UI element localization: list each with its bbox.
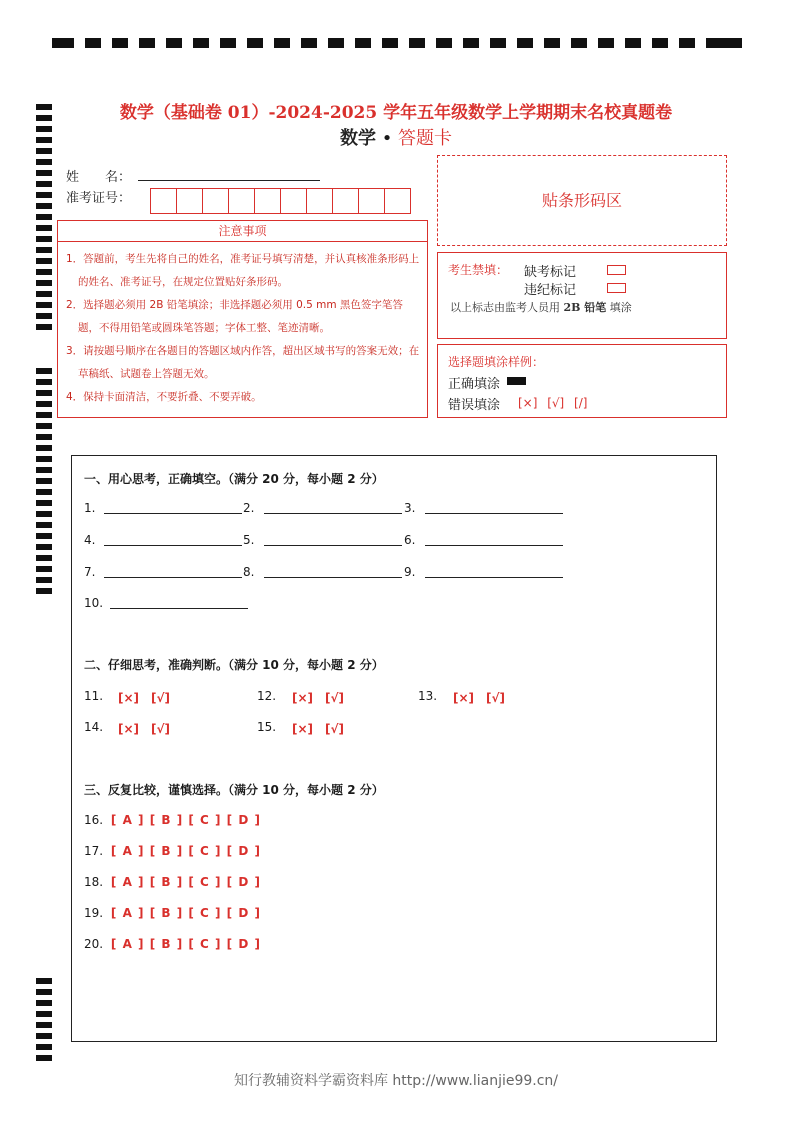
correct-fill-sample	[507, 377, 526, 385]
choice-options[interactable]: [ A ] [ B ] [ C ] [ D ]	[110, 813, 261, 827]
q-label: 19.	[84, 906, 104, 920]
violation-mark-label: 违纪标记	[524, 283, 577, 298]
exam-id-label: 准考证号：	[66, 191, 132, 206]
answer-blank-10[interactable]	[110, 608, 248, 609]
name-label: 姓 名：	[66, 170, 132, 185]
barcode-area	[437, 155, 727, 246]
answer-blank-2[interactable]	[264, 513, 402, 514]
correct-fill-label: 正确填涂	[448, 377, 501, 392]
choice-row-18	[84, 875, 261, 889]
choice-row-19	[84, 906, 261, 920]
exam-id-digit-box[interactable]	[150, 188, 177, 214]
top-timing-marks	[52, 38, 744, 50]
wrong-fill-samples: [×] [√] [/]	[518, 396, 588, 410]
answer-blank-6[interactable]	[425, 545, 563, 546]
judge-options-12[interactable]: [×] [√]	[292, 691, 344, 705]
q-label: 7.	[84, 565, 96, 579]
q-label: 9.	[404, 565, 416, 579]
barcode-label: 贴条形码区	[541, 191, 622, 210]
section-3-title: 三、反复比较，谨慎选择。（满分 10 分，每小题 2 分）	[84, 783, 384, 797]
choice-row-20	[84, 937, 261, 951]
notice-item: 2．选择题必须用 2B 铅笔填涂；非选择题必须用 0.5 mm 黑色签字笔答题，不得用铅笔或圆珠笔答题；字体工整、笔迹清晰。	[66, 299, 403, 334]
section-2-title: 二、仔细思考，准确判断。（满分 10 分，每小题 2 分）	[84, 658, 384, 672]
exam-id-digit-box[interactable]	[280, 188, 307, 214]
exam-id-digit-box[interactable]	[384, 188, 411, 214]
notice-item: 3．请按题号顺序在各题目的答题区域内作答，超出区域书写的答案无效；在草稿纸、试题卷上答题无效。	[66, 345, 420, 380]
notice-item: 1．答题前，考生先将自己的姓名，准考证号填写清楚，并认真核准条形码上的姓名、准考证号，在规定位置贴好条形码。	[66, 253, 420, 288]
q-label: 17.	[84, 844, 104, 858]
section-1-title: 一、用心思考，正确填空。（满分 20 分，每小题 2 分）	[84, 472, 384, 486]
q-label: 4.	[84, 533, 96, 547]
q-label: 11.	[84, 689, 104, 703]
answer-blank-3[interactable]	[425, 513, 563, 514]
notice-heading: 注意事项	[58, 221, 427, 242]
answer-blank-7[interactable]	[104, 577, 242, 578]
q-label: 2.	[243, 501, 255, 515]
q-label: 12.	[257, 689, 277, 703]
q-label: 6.	[404, 533, 416, 547]
choice-options[interactable]: [ A ] [ B ] [ C ] [ D ]	[110, 875, 261, 889]
exam-id-digit-box[interactable]	[176, 188, 203, 214]
choice-row-16	[84, 813, 261, 827]
q-label: 13.	[418, 689, 438, 703]
notice-item: 4．保持卡面清洁，不要折叠、不要弄破。	[66, 391, 262, 403]
exam-id-digit-box[interactable]	[202, 188, 229, 214]
q-label: 10.	[84, 596, 104, 610]
subtitle-subject: 数学	[339, 128, 376, 149]
q-label: 15.	[257, 720, 277, 734]
fill-sample-title: 选择题填涂样例：	[448, 355, 545, 369]
answer-blank-9[interactable]	[425, 577, 563, 578]
q-label: 5.	[243, 533, 255, 547]
absent-mark-label: 缺考标记	[524, 265, 577, 280]
answer-area	[71, 455, 717, 1042]
absent-mark-box[interactable]	[607, 265, 626, 275]
wrong-fill-label: 错误填涂	[448, 398, 501, 413]
judge-options-13[interactable]: [×] [√]	[453, 691, 505, 705]
proctor-only-box	[437, 252, 727, 339]
q-label: 14.	[84, 720, 104, 734]
exam-id-digit-box[interactable]	[358, 188, 385, 214]
fill-sample-box	[437, 344, 727, 418]
exam-id-digit-box[interactable]	[254, 188, 281, 214]
answer-blank-4[interactable]	[104, 545, 242, 546]
q-label: 18.	[84, 875, 104, 889]
q-label: 1.	[84, 501, 96, 515]
answer-blank-5[interactable]	[264, 545, 402, 546]
exam-id-digit-box[interactable]	[306, 188, 333, 214]
page-subtitle	[0, 124, 792, 150]
exam-id-boxes[interactable]	[151, 188, 411, 212]
choice-options[interactable]: [ A ] [ B ] [ C ] [ D ]	[110, 937, 261, 951]
choice-options[interactable]: [ A ] [ B ] [ C ] [ D ]	[110, 906, 261, 920]
choice-options[interactable]: [ A ] [ B ] [ C ] [ D ]	[110, 844, 261, 858]
judge-options-15[interactable]: [×] [√]	[292, 722, 344, 736]
proctor-only-title: 考生禁填：	[448, 263, 509, 277]
footer-watermark: 知行教辅资料学霸资料库 http://www.lianjie99.cn/	[233, 1073, 559, 1089]
name-field[interactable]	[138, 180, 320, 181]
q-label: 3.	[404, 501, 416, 515]
judge-options-14[interactable]: [×] [√]	[118, 722, 170, 736]
side-timing-marks-3	[36, 978, 52, 1066]
answer-blank-1[interactable]	[104, 513, 242, 514]
exam-id-digit-box[interactable]	[228, 188, 255, 214]
q-label: 20.	[84, 937, 104, 951]
side-timing-marks-2	[36, 368, 52, 599]
subtitle-dot: •	[381, 128, 393, 149]
violation-mark-box[interactable]	[607, 283, 626, 293]
proctor-note: 以上标志由监考人员用 2B 铅笔 填涂	[450, 301, 632, 314]
notice-box	[57, 220, 428, 418]
judge-options-11[interactable]: [×] [√]	[118, 691, 170, 705]
answer-blank-8[interactable]	[264, 577, 402, 578]
exam-id-digit-box[interactable]	[332, 188, 359, 214]
page-title: 数学（基础卷 01）-2024-2025 学年五年级数学上学期期末名校真题卷	[119, 103, 673, 123]
subtitle-card: 答题卡	[398, 128, 453, 149]
choice-row-17	[84, 844, 261, 858]
q-label: 8.	[243, 565, 255, 579]
q-label: 16.	[84, 813, 104, 827]
